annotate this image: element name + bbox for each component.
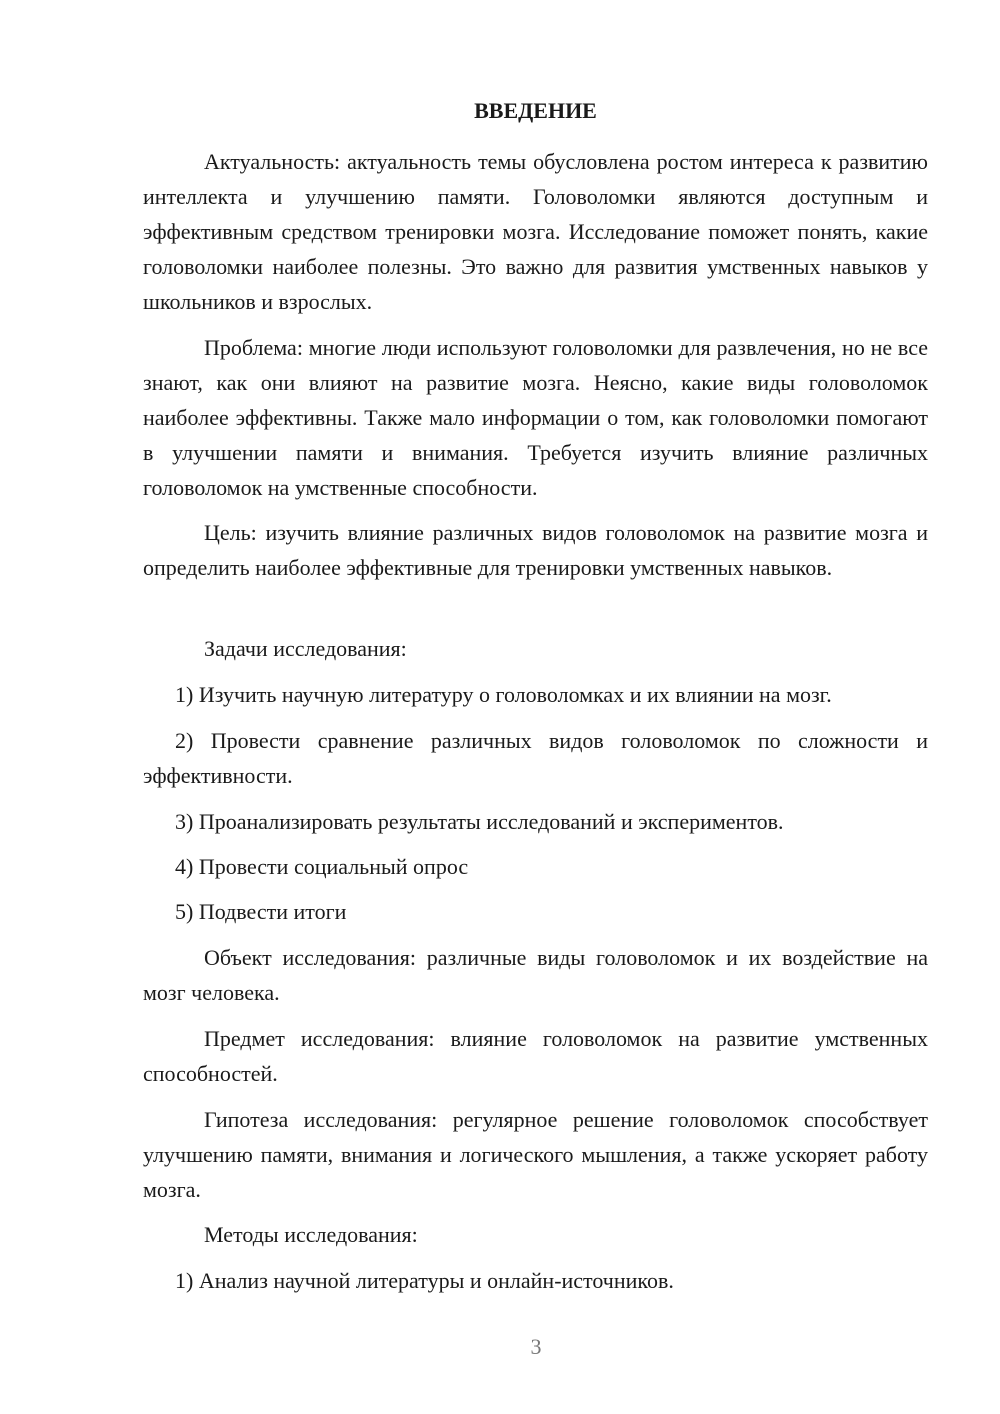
object-paragraph: Объект исследования: различные виды головоломок и их воздействие на мозг человека. <box>143 945 928 1005</box>
problem-paragraph: Проблема: многие люди используют головоломки для развлечения, но не все знают, как они влияют на развитие мозга. Неясно, какие виды головоломок наиболее эффективны. Также мало информации о том, как головоломки помогают в улучшении памяти и внимания. Требуется изучить влияние различных головоломок на умственные способности. <box>143 335 928 500</box>
hypothesis-paragraph: Гипотеза исследования: регулярное решение головоломок способствует улучшению памяти, внимания и логического мышления, а также ускоряет работу мозга. <box>143 1107 928 1202</box>
task-item-1: 1) Изучить научную литературу о головоломках и их влиянии на мозг. <box>175 682 832 707</box>
goal-paragraph: Цель: изучить влияние различных видов головоломок на развитие мозга и определить наиболее эффективные для тренировки умственных навыков. <box>143 520 928 580</box>
subject-paragraph: Предмет исследования: влияние головоломок на развитие умственных способностей. <box>143 1026 928 1086</box>
methods-heading: Методы исследования: <box>204 1222 418 1247</box>
section-title: ВВЕДЕНИЕ <box>474 98 597 123</box>
method-item-1: 1) Анализ научной литературы и онлайн-источников. <box>175 1268 674 1293</box>
task-item-4: 4) Провести социальный опрос <box>175 854 469 879</box>
tasks-heading: Задачи исследования: <box>204 636 407 661</box>
relevance-paragraph: Актуальность: актуальность темы обусловлена ростом интереса к развитию интеллекта и улучшению памяти. Головоломки являются доступным и эффективным средством тренировки мозга. Исследование поможет понять, какие головоломки наиболее полезны. Это важно для развития умственных навыков у школьников и взрослых. <box>143 149 928 314</box>
task-item-3: 3) Проанализировать результаты исследований и экспериментов. <box>175 809 784 834</box>
page-number: 3 <box>530 1334 542 1359</box>
task-item-2: 2) Провести сравнение различных видов головоломок по сложности и эффективности. <box>143 728 928 788</box>
task-item-5: 5) Подвести итоги <box>175 899 347 924</box>
